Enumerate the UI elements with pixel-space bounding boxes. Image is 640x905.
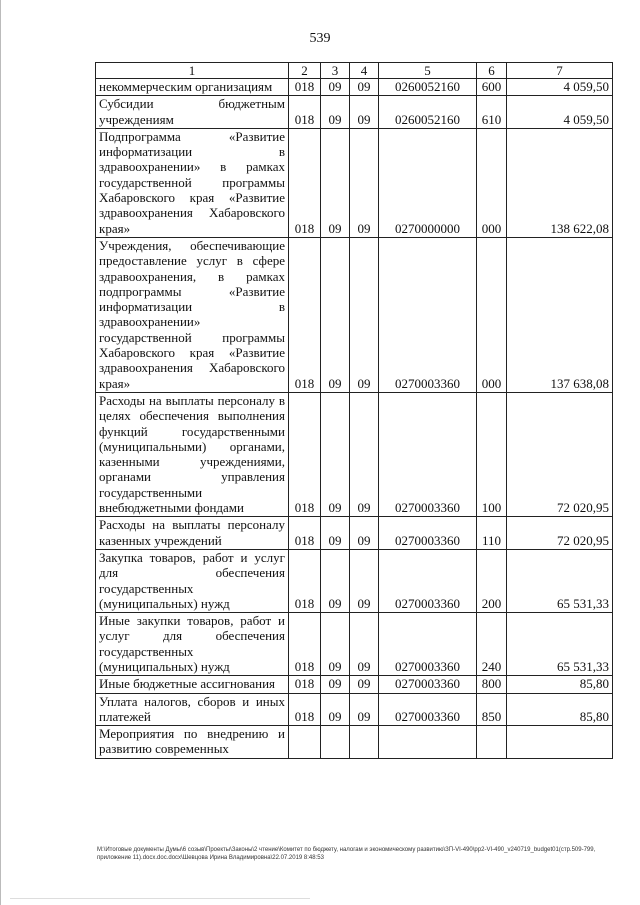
section-code-cell: 09 [321, 693, 350, 726]
expense-name-cell: Уплата налогов, сборов и иных платежей [96, 693, 289, 726]
ministry-code-cell: 018 [289, 96, 321, 129]
ministry-code-cell: 018 [289, 392, 321, 516]
ministry-code-cell: 018 [289, 693, 321, 726]
scan-edge-line [0, 0, 1, 905]
expense-name-cell: некоммерческим организациям [96, 79, 289, 96]
amount-cell: 4 059,50 [507, 79, 613, 96]
amount-cell: 85,80 [507, 676, 613, 693]
table-row [96, 237, 613, 392]
section-code-cell: 09 [321, 392, 350, 516]
ministry-code-cell: 018 [289, 128, 321, 237]
subsection-code-cell: 09 [350, 676, 379, 693]
subsection-code-cell: 09 [350, 613, 379, 676]
table-row [96, 517, 613, 550]
target-article-cell: 0270003360 [379, 676, 477, 693]
ministry-code-cell: 018 [289, 549, 321, 612]
table-row [96, 726, 613, 759]
target-article-cell: 0270000000 [379, 128, 477, 237]
table-row [96, 79, 613, 96]
column-header: 3 [321, 63, 350, 79]
column-header: 1 [96, 63, 289, 79]
target-article-cell: 0270003360 [379, 517, 477, 550]
table-row [96, 392, 613, 516]
file-path-footer: М:\Итоговые документы Думы\6 созыв\Проекты\Законы\2 чтение\Комитет по бюджету, налогам и экономическому развитию\ЗП-VI-490\pp2-VI-490_v240719_budget01(стр.509-799, приложение 11).docx.doc.docx\Шевцова Ирина Владимировна\22.07.2019 8:48:53 [97, 847, 596, 861]
expense-type-cell: 110 [477, 517, 507, 550]
column-header: 6 [477, 63, 507, 79]
scan-artifact-line [10, 898, 310, 899]
table-row [96, 693, 613, 726]
table-row [96, 549, 613, 612]
expense-type-cell [477, 726, 507, 759]
subsection-code-cell [350, 726, 379, 759]
section-code-cell: 09 [321, 517, 350, 550]
column-header: 2 [289, 63, 321, 79]
target-article-cell: 0270003360 [379, 549, 477, 612]
section-code-cell: 09 [321, 79, 350, 96]
table-header-row [96, 63, 613, 79]
target-article-cell: 0270003360 [379, 237, 477, 392]
subsection-code-cell: 09 [350, 96, 379, 129]
table-row [96, 676, 613, 693]
amount-cell: 65 531,33 [507, 613, 613, 676]
section-code-cell: 09 [321, 237, 350, 392]
expense-name-cell: Закупка товаров, работ и услуг для обеспечения государственных (муниципальных) нужд [96, 549, 289, 612]
column-header: 5 [379, 63, 477, 79]
section-code-cell: 09 [321, 676, 350, 693]
expense-name-cell: Субсидии бюджетным учреждениям [96, 96, 289, 129]
expense-type-cell: 240 [477, 613, 507, 676]
amount-cell: 72 020,95 [507, 392, 613, 516]
section-code-cell: 09 [321, 96, 350, 129]
amount-cell [507, 726, 613, 759]
expense-name-cell: Иные закупки товаров, работ и услуг для обеспечения государственных (муниципальных) нужд [96, 613, 289, 676]
table-row [96, 96, 613, 129]
budget-table [95, 62, 613, 759]
section-code-cell: 09 [321, 549, 350, 612]
table-row [96, 613, 613, 676]
expense-type-cell: 850 [477, 693, 507, 726]
expense-name-cell: Подпрограмма «Развитие информатизации в здравоохранении» в рамках государственной программы Хабаровского края «Развитие здравоохранения Хабаровского края» [96, 128, 289, 237]
amount-cell: 137 638,08 [507, 237, 613, 392]
column-header: 7 [507, 63, 613, 79]
expense-type-cell: 200 [477, 549, 507, 612]
amount-cell: 85,80 [507, 693, 613, 726]
target-article-cell: 0270003360 [379, 693, 477, 726]
amount-cell: 138 622,08 [507, 128, 613, 237]
amount-cell: 72 020,95 [507, 517, 613, 550]
ministry-code-cell: 018 [289, 676, 321, 693]
target-article-cell: 0260052160 [379, 96, 477, 129]
expense-name-cell: Мероприятия по внедрению и развитию современных [96, 726, 289, 759]
amount-cell: 65 531,33 [507, 549, 613, 612]
expense-type-cell: 100 [477, 392, 507, 516]
subsection-code-cell: 09 [350, 517, 379, 550]
amount-cell: 4 059,50 [507, 96, 613, 129]
subsection-code-cell: 09 [350, 693, 379, 726]
subsection-code-cell: 09 [350, 549, 379, 612]
target-article-cell: 0260052160 [379, 79, 477, 96]
target-article-cell: 0270003360 [379, 392, 477, 516]
expense-type-cell: 800 [477, 676, 507, 693]
expense-type-cell: 000 [477, 128, 507, 237]
subsection-code-cell: 09 [350, 128, 379, 237]
target-article-cell: 0270003360 [379, 613, 477, 676]
expense-name-cell: Учреждения, обеспечивающие предоставление услуг в сфере здравоохранения, в рамках подпрограммы «Развитие информатизации в здравоохранении» государственной программы Хабаровского края «Развитие здравоохранения Хабаровского края» [96, 237, 289, 392]
table-row [96, 128, 613, 237]
expense-type-cell: 610 [477, 96, 507, 129]
expense-name-cell: Иные бюджетные ассигнования [96, 676, 289, 693]
expense-type-cell: 000 [477, 237, 507, 392]
section-code-cell: 09 [321, 613, 350, 676]
subsection-code-cell: 09 [350, 79, 379, 96]
expense-name-cell: Расходы на выплаты персоналу казенных учреждений [96, 517, 289, 550]
ministry-code-cell: 018 [289, 237, 321, 392]
ministry-code-cell: 018 [289, 517, 321, 550]
page-number: 539 [309, 31, 331, 46]
ministry-code-cell: 018 [289, 613, 321, 676]
ministry-code-cell [289, 726, 321, 759]
ministry-code-cell: 018 [289, 79, 321, 96]
expense-type-cell: 600 [477, 79, 507, 96]
subsection-code-cell: 09 [350, 392, 379, 516]
target-article-cell [379, 726, 477, 759]
section-code-cell [321, 726, 350, 759]
section-code-cell: 09 [321, 128, 350, 237]
expense-name-cell: Расходы на выплаты персоналу в целях обеспечения выполнения функций государственными (муниципальными) органами, казенными учреждениями, органами управления государственными внебюджетными фондами [96, 392, 289, 516]
subsection-code-cell: 09 [350, 237, 379, 392]
column-header: 4 [350, 63, 379, 79]
